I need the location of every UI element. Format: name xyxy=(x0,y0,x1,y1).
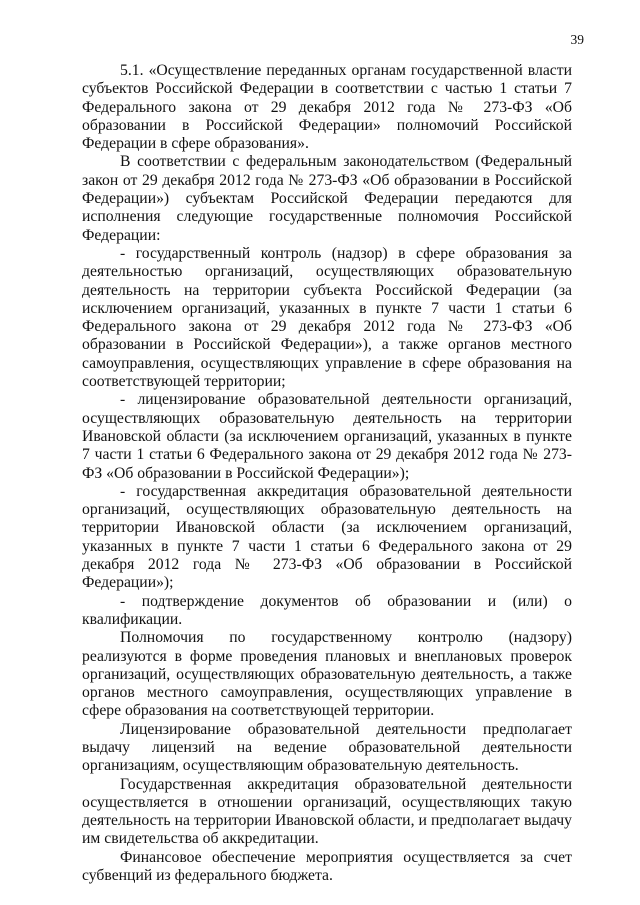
section-heading-paragraph: 5.1. «Осуществление переданных органам государственной власти субъектов Российской Федерации в соответствии с частью 1 статьи 7 Федерального закона от 29 декабря 2012 года № 273-ФЗ «Об образовании в Российской Федерации» полномочий Российской Федерации в сфере образования». xyxy=(82,62,572,153)
paragraph-funding: Финансовое обеспечение мероприятия осуществляется за счет субвенций из федерального бюджета. xyxy=(82,848,572,885)
list-item-licensing: - лицензирование образовательной деятельности организаций, осуществляющих образовательную деятельность на территории Ивановской области (за исключением организаций, указанных в пункте 7 части 1 статьи 6 Федерального закона от 29 декабря 2012 года № 273-ФЗ «Об образовании в Российской Федерации»); xyxy=(82,391,572,482)
intro-paragraph: В соответствии с федеральным законодательством (Федеральный закон от 29 декабря 2012 года № 273-ФЗ «Об образовании в Российской Федерации») субъектам Российской Федерации передаются для исполнения следующие государственные полномочия Российской Федерации: xyxy=(82,153,572,244)
page-number: 39 xyxy=(570,32,584,47)
list-item-document-confirmation: - подтверждение документов об образовании и (или) о квалификации. xyxy=(82,592,572,628)
document-body xyxy=(82,62,572,885)
list-item-accreditation: - государственная аккредитация образовательной деятельности организаций, осуществляющих образовательную деятельность на территории Ивановской области (за исключением организаций, указанных в пункте 7 части 1 статьи 6 Федерального закона от 29 декабря 2012 года № 273-ФЗ «Об образовании в Российской Федерации»); xyxy=(82,482,572,592)
paragraph-licensing: Лицензирование образовательной деятельности предполагает выдачу лицензий на ведение образовательной деятельности организациям, осуществляющим образовательную деятельность. xyxy=(82,720,572,775)
list-item-state-control: - государственный контроль (надзор) в сфере образования за деятельностью организаций, осуществляющих образовательную деятельность на территории субъекта Российской Федерации (за исключением организаций, указанных в пункте 7 части 1 статьи 6 Федерального закона от 29 декабря 2012 года № 273-ФЗ «Об образовании в Российской Федерации»), а также органов местного самоуправления, осуществляющих управление в сфере образования на соответствующей территории; xyxy=(82,244,572,391)
paragraph-accreditation: Государственная аккредитация образовательной деятельности осуществляется в отношении организаций, осуществляющих такую деятельность на территории Ивановской области, и предполагает выдачу им свидетельства об аккредитации. xyxy=(82,775,572,848)
paragraph-control-powers: Полномочия по государственному контролю (надзору) реализуются в форме проведения плановых и внеплановых проверок организаций, осуществляющих образовательную деятельность, а также органов местного самоуправления, осуществляющих управление в сфере образования на соответствующей территории. xyxy=(82,629,572,720)
